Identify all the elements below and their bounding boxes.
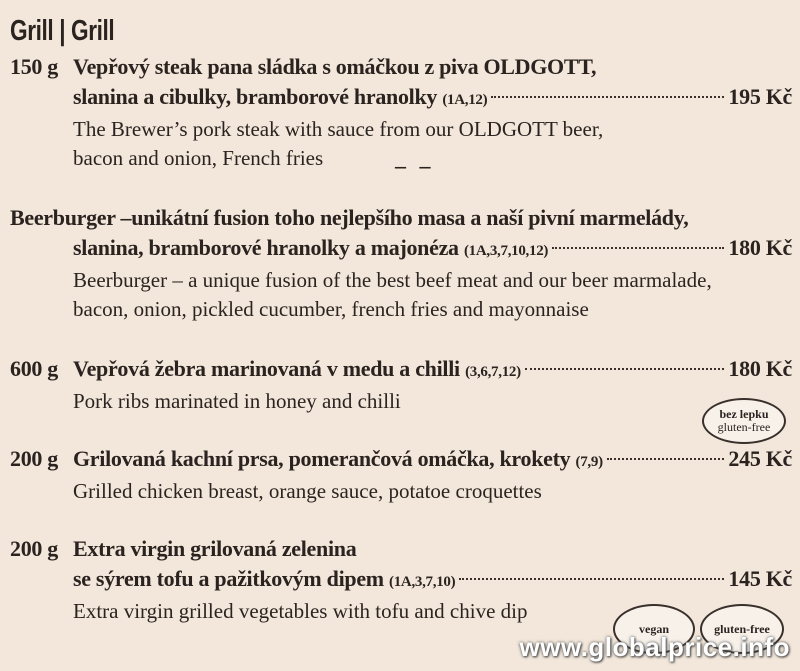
- item-desc-en: Grilled chicken breast, orange sauce, potatoe croquettes: [73, 479, 542, 503]
- badge-label-en: gluten-free: [717, 420, 771, 434]
- item-price: 180 Kč: [728, 356, 792, 381]
- item-title-line: [10, 52, 792, 82]
- item-desc-en: Pork ribs marinated in honey and chilli: [73, 389, 401, 413]
- item-name-cz-continued: slanina a cibulky, bramborové hranolky: [73, 84, 438, 109]
- item-quantity: 200 g: [10, 446, 59, 471]
- section-heading: Grill | Grill: [10, 15, 115, 47]
- item-price: 245 Kč: [728, 446, 792, 471]
- item-name-cz: Vepřová žebra marinovaná v medu a chilli: [73, 356, 460, 381]
- item-title-line: [10, 534, 792, 564]
- item-name-cz-continued: slanina, bramborové hranolky a majonéza: [73, 235, 459, 260]
- item-desc-en: The Brewer’s pork steak with sauce from our OLDGOTT beer,: [73, 117, 604, 141]
- watermark: www.globalprice.info: [519, 632, 790, 662]
- menu-item-beerburger: [10, 203, 792, 324]
- item-allergens: (1A,3,7,10): [389, 574, 456, 590]
- item-allergens: (3,6,7,12): [465, 364, 521, 380]
- item-allergens: (7,9): [575, 454, 603, 470]
- dotted-leader: [525, 368, 725, 370]
- item-price: 180 Kč: [728, 235, 792, 260]
- item-allergens: (1A,3,7,10,12): [463, 243, 549, 259]
- dotted-leader: [607, 458, 725, 460]
- item-quantity: 200 g: [10, 536, 59, 561]
- item-price-line: [10, 233, 792, 266]
- item-name-cz: Extra virgin grilovaná zelenina: [73, 536, 357, 561]
- item-name-cz: Grilovaná kachní prsa, pomerančová omáčka, krokety: [73, 446, 571, 471]
- item-quantity: 150 g: [10, 54, 59, 79]
- item-desc-en-continued: bacon, onion, pickled cucumber, french fries and mayonnaise: [73, 297, 589, 321]
- item-price-line: [10, 82, 792, 115]
- item-desc-en: Beerburger – a unique fusion of the best beef meat and our beer marmalade,: [73, 268, 712, 292]
- item-price-line: [10, 564, 792, 597]
- menu-item-pork-ribs: [10, 354, 792, 416]
- item-name-cz: Beerburger –unikátní fusion toho nejlepšího masa a naší pivní marmelády,: [10, 205, 689, 230]
- menu: [10, 14, 792, 626]
- separator-dashes: – –: [395, 153, 435, 178]
- dotted-leader: [552, 247, 724, 249]
- badge-label: vegan: [639, 621, 669, 636]
- menu-item-grilled-breast: [10, 444, 792, 506]
- badge-label: gluten-free: [714, 621, 770, 636]
- item-price: 195 Kč: [728, 84, 792, 109]
- item-desc-en: Extra virgin grilled vegetables with tofu and chive dip: [73, 599, 528, 623]
- item-price: 145 Kč: [728, 566, 792, 591]
- item-quantity: 600 g: [10, 356, 59, 381]
- item-price-line: [10, 444, 792, 477]
- item-name-cz-continued: se sýrem tofu a pažitkovým dipem: [73, 566, 384, 591]
- item-desc-en-continued: bacon and onion, French fries: [73, 146, 324, 170]
- badge-label-cz: bez lepku: [719, 407, 769, 421]
- dotted-leader: [491, 96, 724, 98]
- gluten-free-badge: [702, 398, 786, 444]
- item-name-cz: Vepřový steak pana sládka s omáčkou z piva OLDGOTT,: [73, 54, 597, 79]
- item-allergens: (1A,12): [442, 92, 488, 108]
- item-title-line: [10, 203, 792, 233]
- item-price-line: [10, 354, 792, 387]
- dotted-leader: [459, 578, 724, 580]
